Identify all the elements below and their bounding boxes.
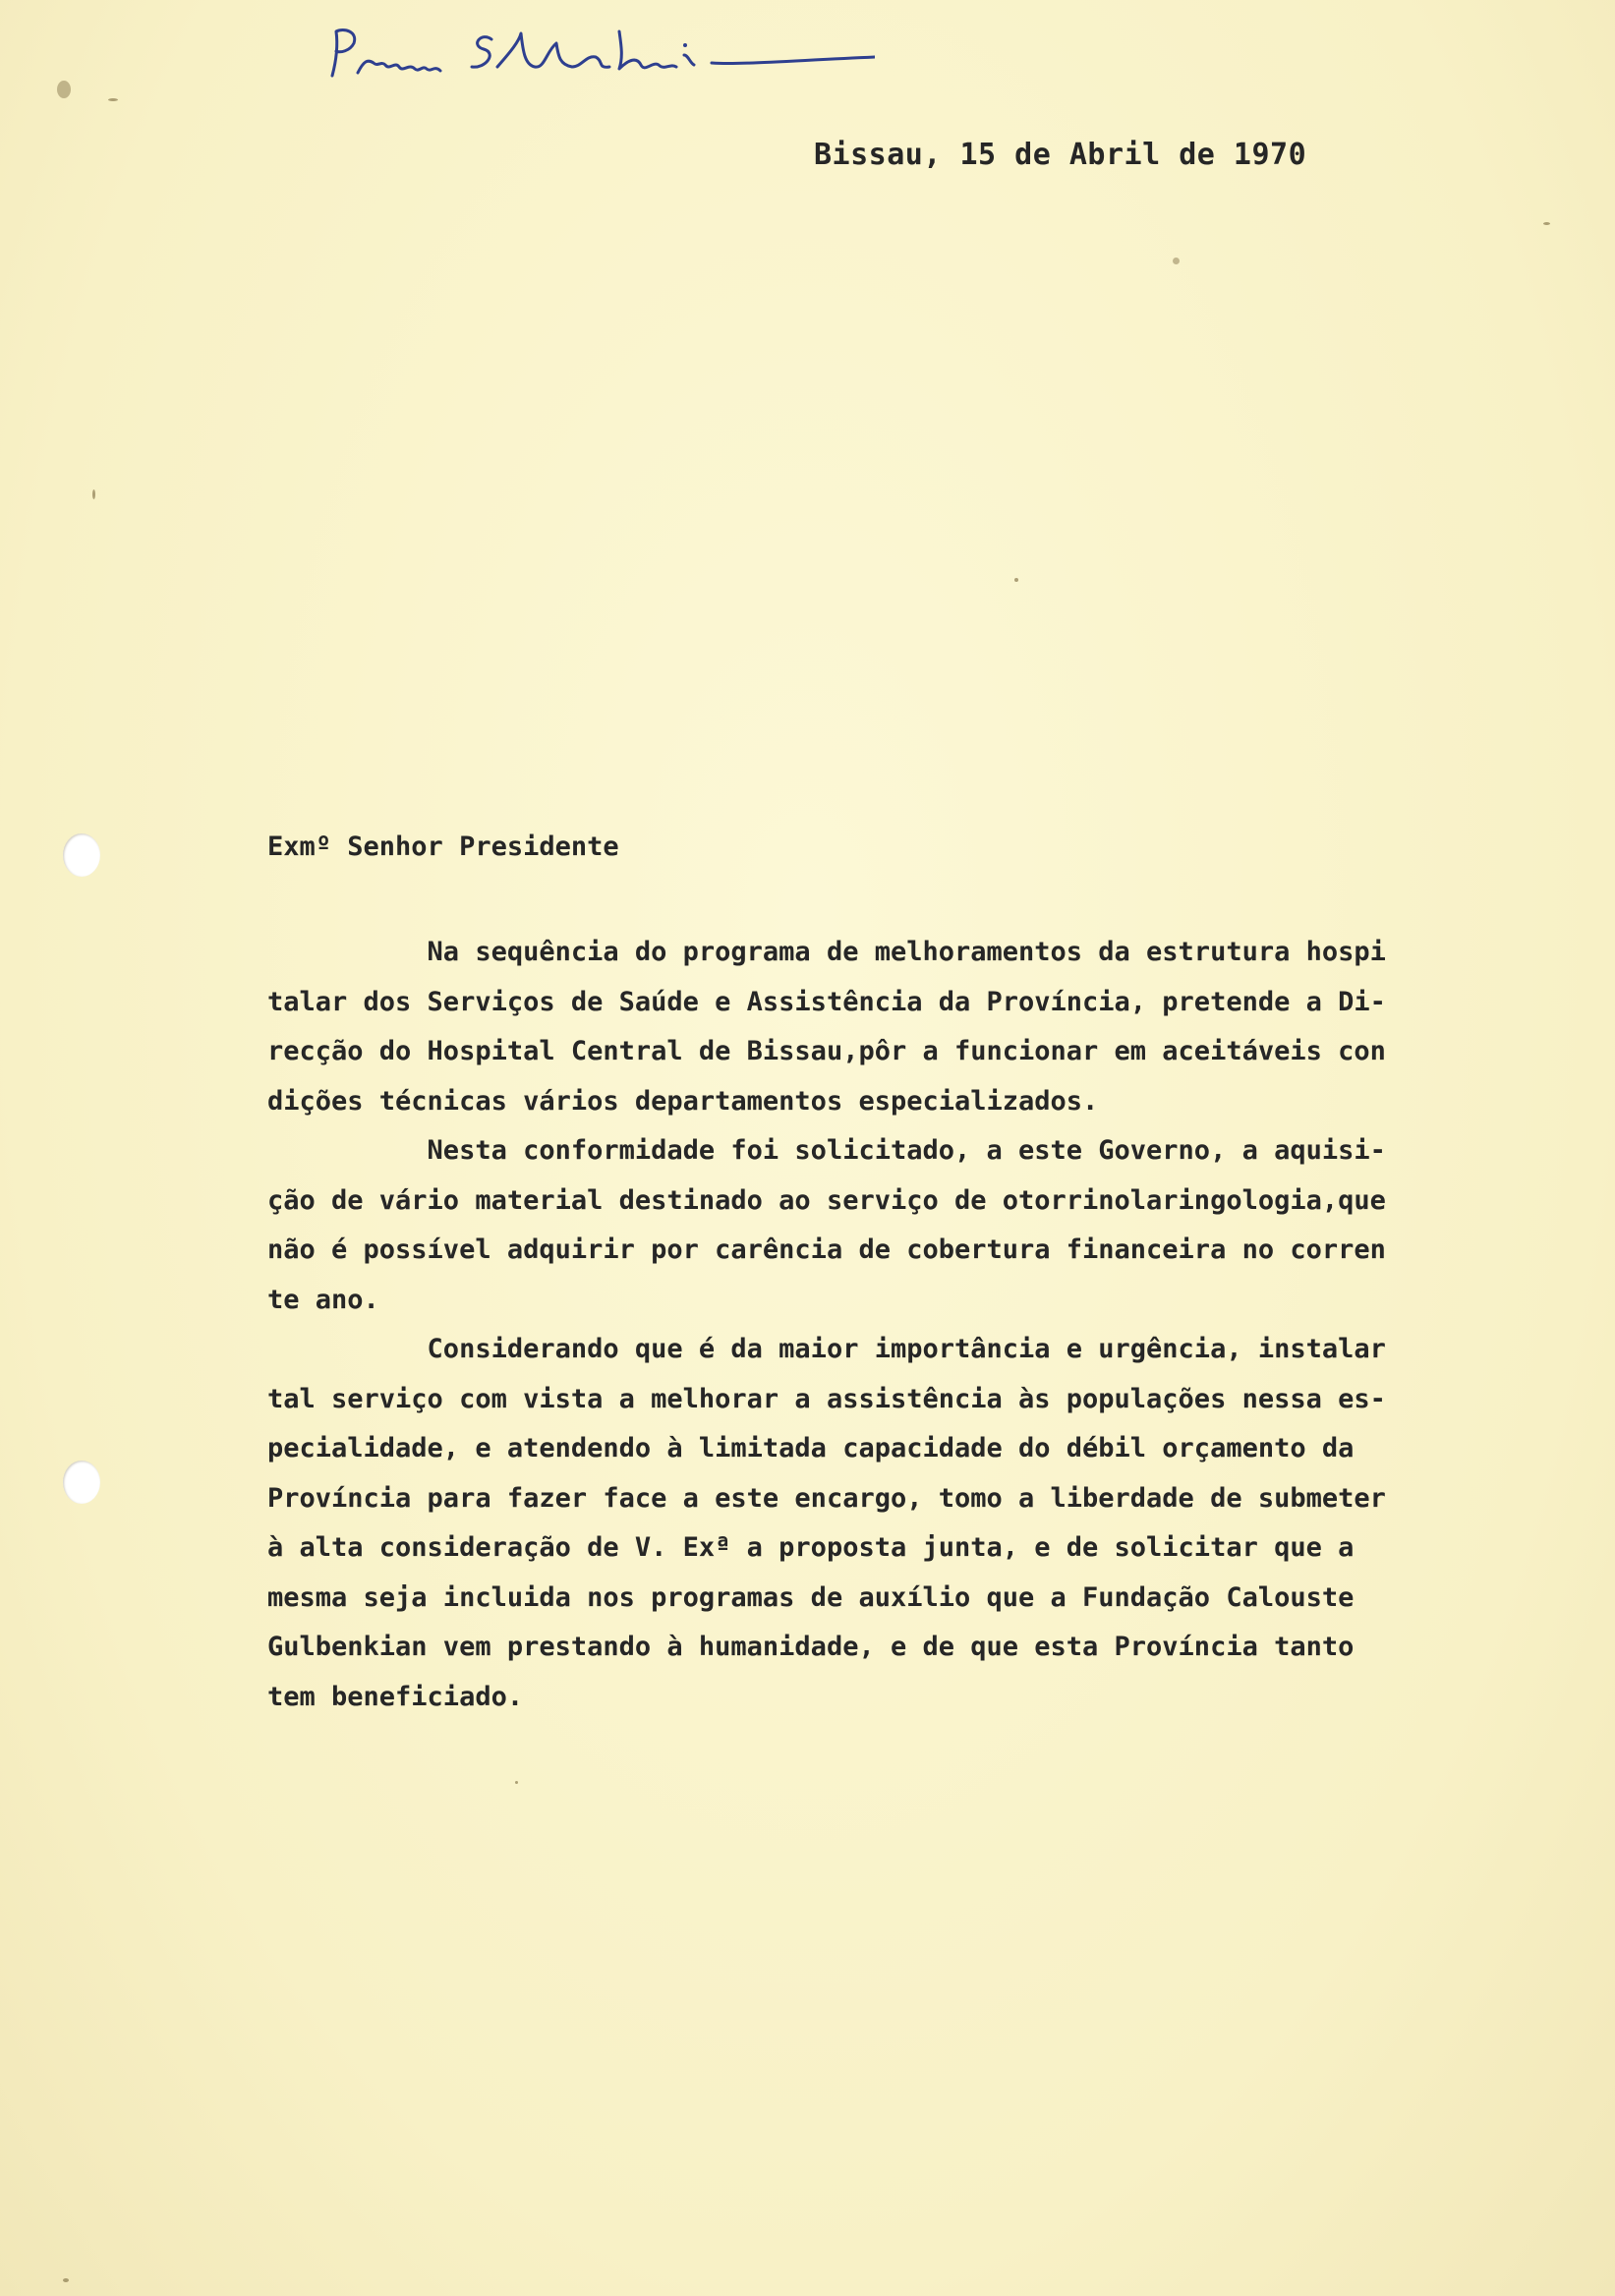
- paper-speck: [57, 81, 71, 98]
- punch-hole-bottom: [63, 1461, 100, 1504]
- body-line: recção do Hospital Central de Bissau,pôr a funcionar em aceitáveis con: [267, 1036, 1386, 1066]
- salutation: Exmº Senhor Presidente: [267, 832, 619, 862]
- date-line: Bissau, 15 de Abril de 1970: [814, 138, 1307, 172]
- paper-speck: [1173, 258, 1180, 264]
- body-line: ção de vário material destinado ao serviço de otorrinolaringologia,que: [267, 1184, 1386, 1216]
- paper-speck: [1543, 222, 1550, 225]
- letter-body: [267, 928, 1516, 1722]
- body-line: tem beneficiado.: [267, 1681, 524, 1712]
- paper-speck: [515, 1781, 518, 1784]
- body-line: dições técnicas vários departamentos especializados.: [267, 1085, 1099, 1117]
- body-line: mesma seja incluida nos programas de auxílio que a Fundação Calouste: [267, 1581, 1355, 1613]
- paper-speck: [108, 98, 118, 101]
- body-line: Na sequência do programa de melhoramentos da estrutura hospi: [267, 937, 1386, 967]
- body-line: Província para fazer face a este encargo, tomo a liberdade de submeter: [267, 1482, 1386, 1514]
- body-line: talar dos Serviços de Saúde e Assistência da Província, pretende a Di-: [267, 986, 1386, 1017]
- punch-hole-top: [63, 833, 100, 877]
- paper-speck: [1014, 578, 1018, 582]
- body-line: Nesta conformidade foi solicitado, a este Governo, a aquisi-: [267, 1135, 1386, 1166]
- handwritten-annotation: [324, 22, 875, 90]
- paper-speck: [92, 489, 95, 499]
- body-line: te ano.: [267, 1284, 379, 1315]
- body-line: pecialidade, e atendendo à limitada capacidade do débil orçamento da: [267, 1433, 1355, 1464]
- body-line: Considerando que é da maior importância e urgência, instalar: [267, 1334, 1386, 1364]
- body-line: à alta consideração de V. Exª a proposta junta, e de solicitar que a: [267, 1532, 1355, 1563]
- paper-speck: [63, 2278, 69, 2282]
- body-line: não é possível adquirir por carência de cobertura financeira no corren: [267, 1234, 1386, 1265]
- body-line: tal serviço com vista a melhorar a assistência às populações nessa es-: [267, 1383, 1386, 1414]
- body-line: Gulbenkian vem prestando à humanidade, e de que esta Província tanto: [267, 1632, 1355, 1662]
